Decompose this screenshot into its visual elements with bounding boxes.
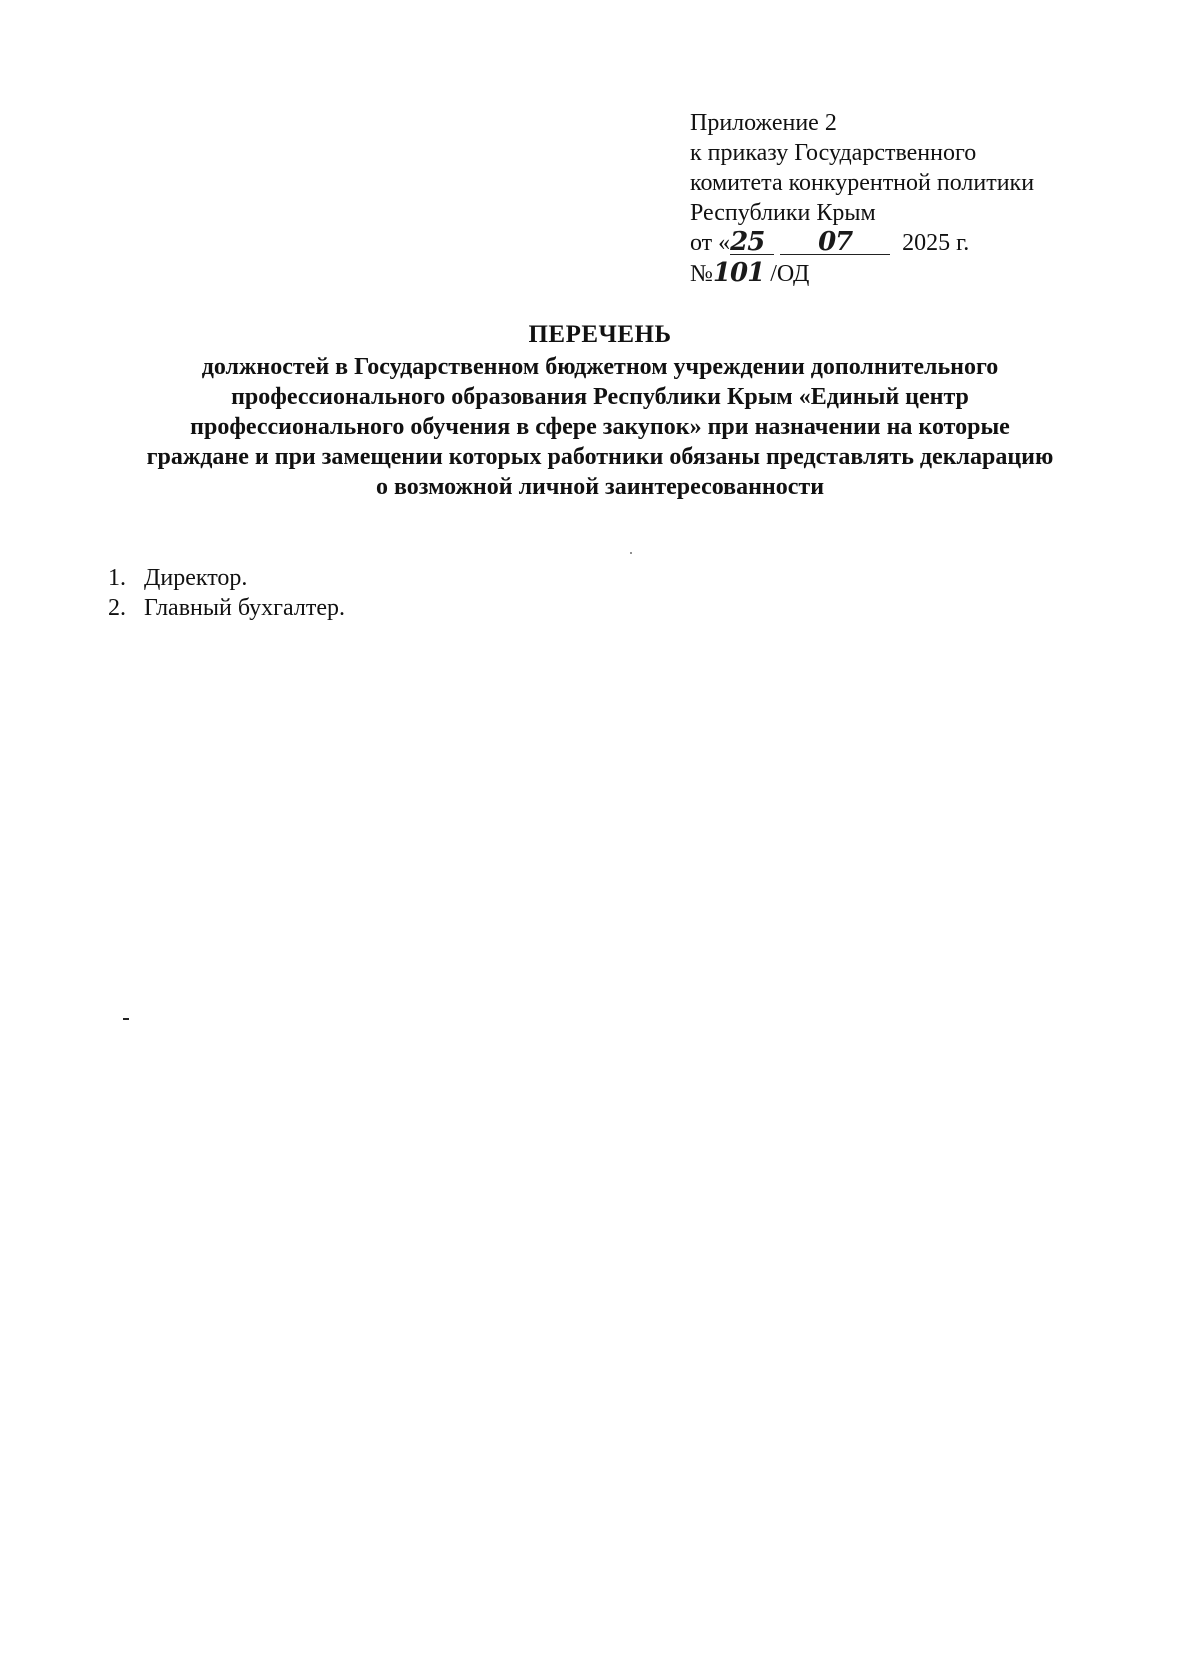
list-item-number: 2. xyxy=(108,595,126,621)
document-subheading-line-1: должностей в Государственном бюджетном учреждении дополнительного xyxy=(201,354,999,380)
number-prefix: № xyxy=(690,261,713,287)
number-suffix: /ОД xyxy=(770,261,810,287)
appendix-date-line xyxy=(690,228,1110,258)
list-item-number: 1. xyxy=(108,565,126,591)
list-item-label: Главный бухгалтер. xyxy=(144,595,345,621)
document-heading: ПЕРЕЧЕНЬ xyxy=(528,321,672,348)
list-item xyxy=(108,563,345,593)
date-day-handwritten: 25 xyxy=(730,230,774,255)
appendix-republic-line: Республики Крым xyxy=(690,200,876,226)
date-prefix: от « xyxy=(690,230,731,256)
list-item-label: Директор. xyxy=(144,565,248,591)
document-subheading-line-4: граждане и при замещении которых работники обязаны представлять декларацию xyxy=(146,444,1054,470)
appendix-order-line: к приказу Государственного xyxy=(690,140,977,166)
order-number-handwritten: 101 xyxy=(712,258,765,288)
date-year: 2025 г. xyxy=(902,230,970,256)
document-subheading-line-5: о возможной личной заинтересованности xyxy=(375,474,825,500)
list-item xyxy=(108,593,345,623)
appendix-title: Приложение 2 xyxy=(690,110,837,136)
appendix-number-line xyxy=(690,258,1110,289)
scan-dash xyxy=(123,1018,129,1020)
document-subheading-line-2: профессионального образования Республики Крым «Единый центр xyxy=(231,384,969,410)
appendix-block xyxy=(690,108,1110,289)
appendix-committee-line: комитета конкурентной политики xyxy=(690,170,1035,196)
date-month-handwritten: 07 xyxy=(780,230,890,255)
scan-speck xyxy=(630,552,632,554)
positions-list xyxy=(108,563,345,623)
document-subheading-line-3: профессионального обучения в сфере закупок» при назначении на которые xyxy=(190,414,1010,440)
document-title-block xyxy=(60,318,1140,502)
